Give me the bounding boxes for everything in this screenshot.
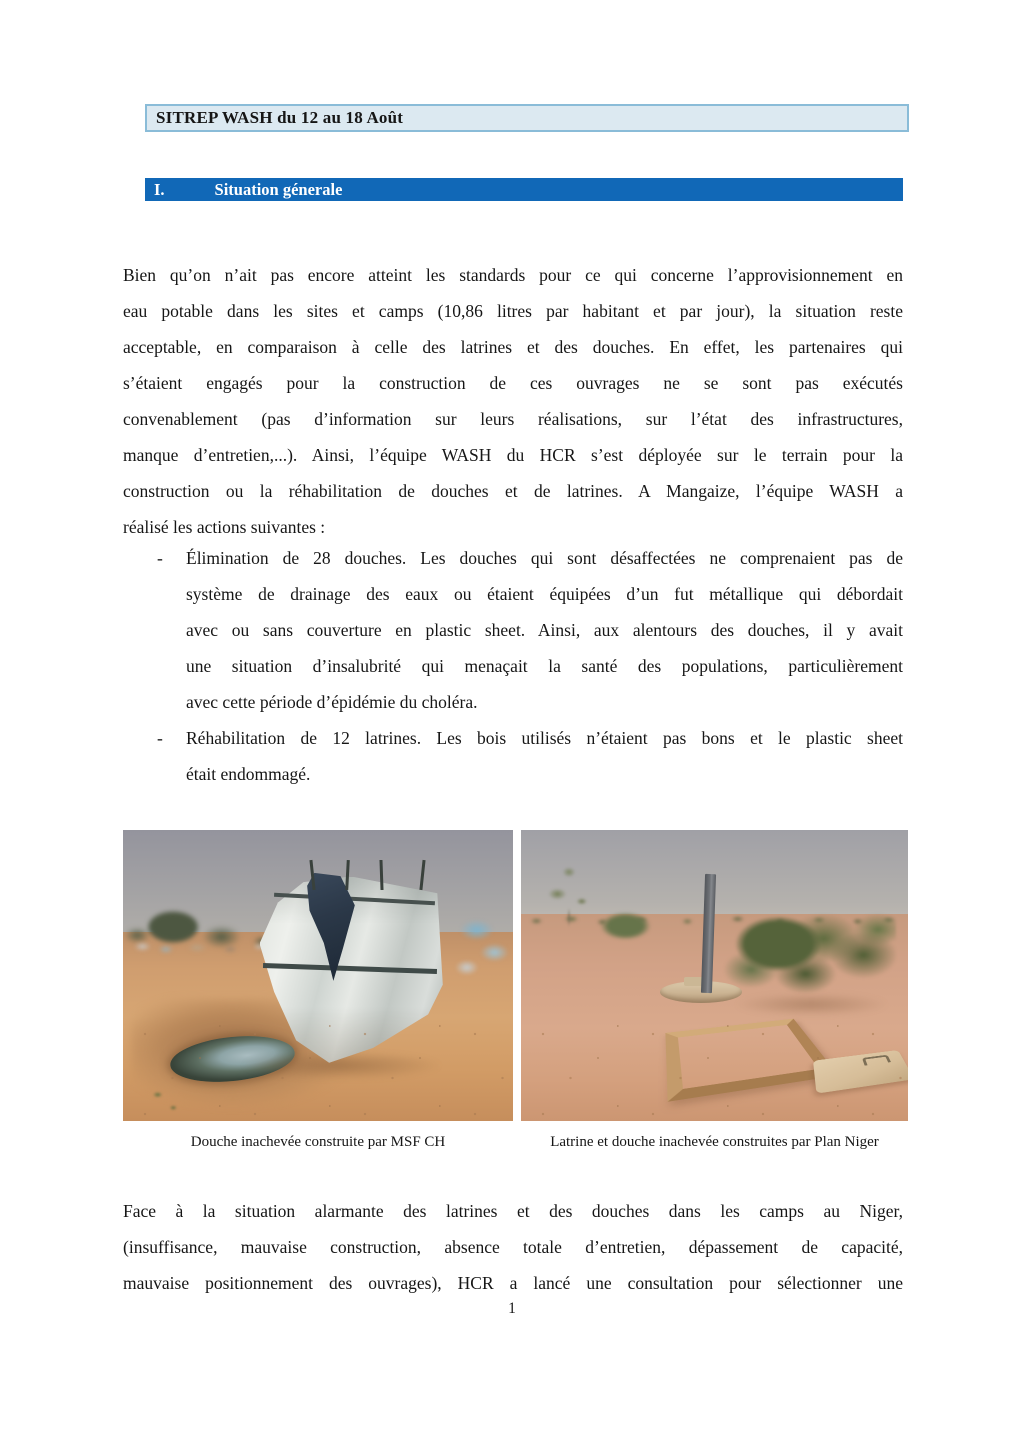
bullet-marker: - (157, 728, 163, 748)
text-line: Face à la situation alarmante des latrines et des douches dans les camps au Niger, (123, 1201, 903, 1221)
text-line: convenablement (pas d’information sur leurs réalisations, sur l’état des infrastructures, (123, 409, 903, 429)
text-line: Élimination de 28 douches. Les douches qui sont désaffectées ne comprenaient pas de (186, 548, 903, 568)
photo-caption-left: Douche inachevée construite par MSF CH (190, 1134, 446, 1150)
photo-caption-right: Latrine et douche inachevée construites par Plan Niger (550, 1134, 879, 1150)
text-line: construction ou la réhabilitation de douches et de latrines. A Mangaize, l’équipe WASH a (123, 481, 903, 501)
section-numeral: I. (154, 179, 165, 199)
text-line: réalisé les actions suivantes : (123, 517, 326, 537)
text-line: (insuffisance, mauvaise construction, absence totale d’entretien, dépassement de capacité, (123, 1237, 903, 1257)
text-line: avec cette période d’épidémie du choléra. (186, 692, 478, 712)
section-heading-bar (145, 178, 903, 201)
section-title: Situation génerale (214, 179, 343, 199)
text-line: était endommagé. (186, 764, 311, 784)
report-title: SITREP WASH du 12 au 18 Août (156, 108, 404, 127)
bullet-item-latrines (123, 720, 903, 792)
text-line: manque d’entretien,...). Ainsi, l’équipe WASH du HCR s’est déployée sur le terrain pour la (123, 445, 903, 465)
text-line: système de drainage des eaux ou étaient équipées d’un fut métallique qui débordait (186, 584, 903, 604)
large-bush (715, 894, 897, 1005)
photo-latrine-plan-niger (521, 830, 908, 1121)
paragraph-intro (123, 257, 903, 545)
text-line: eau potable dans les sites et camps (10,86 litres par habitant et par jour), la situation reste (123, 301, 903, 321)
pebbles (521, 1010, 908, 1121)
text-line: s’étaient engagés pour la construction de ces ouvrages ne se sont pas exécutés (123, 373, 903, 393)
blue-tarp-tents (447, 909, 513, 985)
text-line: mauvaise positionnement des ouvrages), HCR a lancé une consultation pour sélectionner une (123, 1273, 903, 1293)
pebbles (123, 1010, 513, 1121)
photo-douche-msf-ch (123, 830, 513, 1121)
page-number: 1 (508, 1300, 516, 1317)
text-line: Réhabilitation de 12 latrines. Les bois utilisés n’étaient pas bons et le plastic sheet (186, 728, 903, 748)
bullet-marker: - (157, 548, 163, 568)
paragraph-conclusion (123, 1193, 903, 1301)
report-title-box (145, 104, 909, 132)
text-line: une situation d’insalubrité qui menaçait la santé des populations, particulièrement (186, 656, 903, 676)
bullet-item-showers (123, 540, 903, 720)
text-line: acceptable, en comparaison à celle des latrines et des douches. En effet, les partenaires qui (123, 337, 903, 357)
text-line: Bien qu’on n’ait pas encore atteint les standards pour ce qui concerne l’approvisionnement en (123, 265, 903, 285)
sparse-tree (540, 859, 598, 932)
text-line: avec ou sans couverture en plastic sheet. Ainsi, aux alentours des douches, il y avait (186, 620, 903, 640)
small-bush (598, 911, 652, 940)
